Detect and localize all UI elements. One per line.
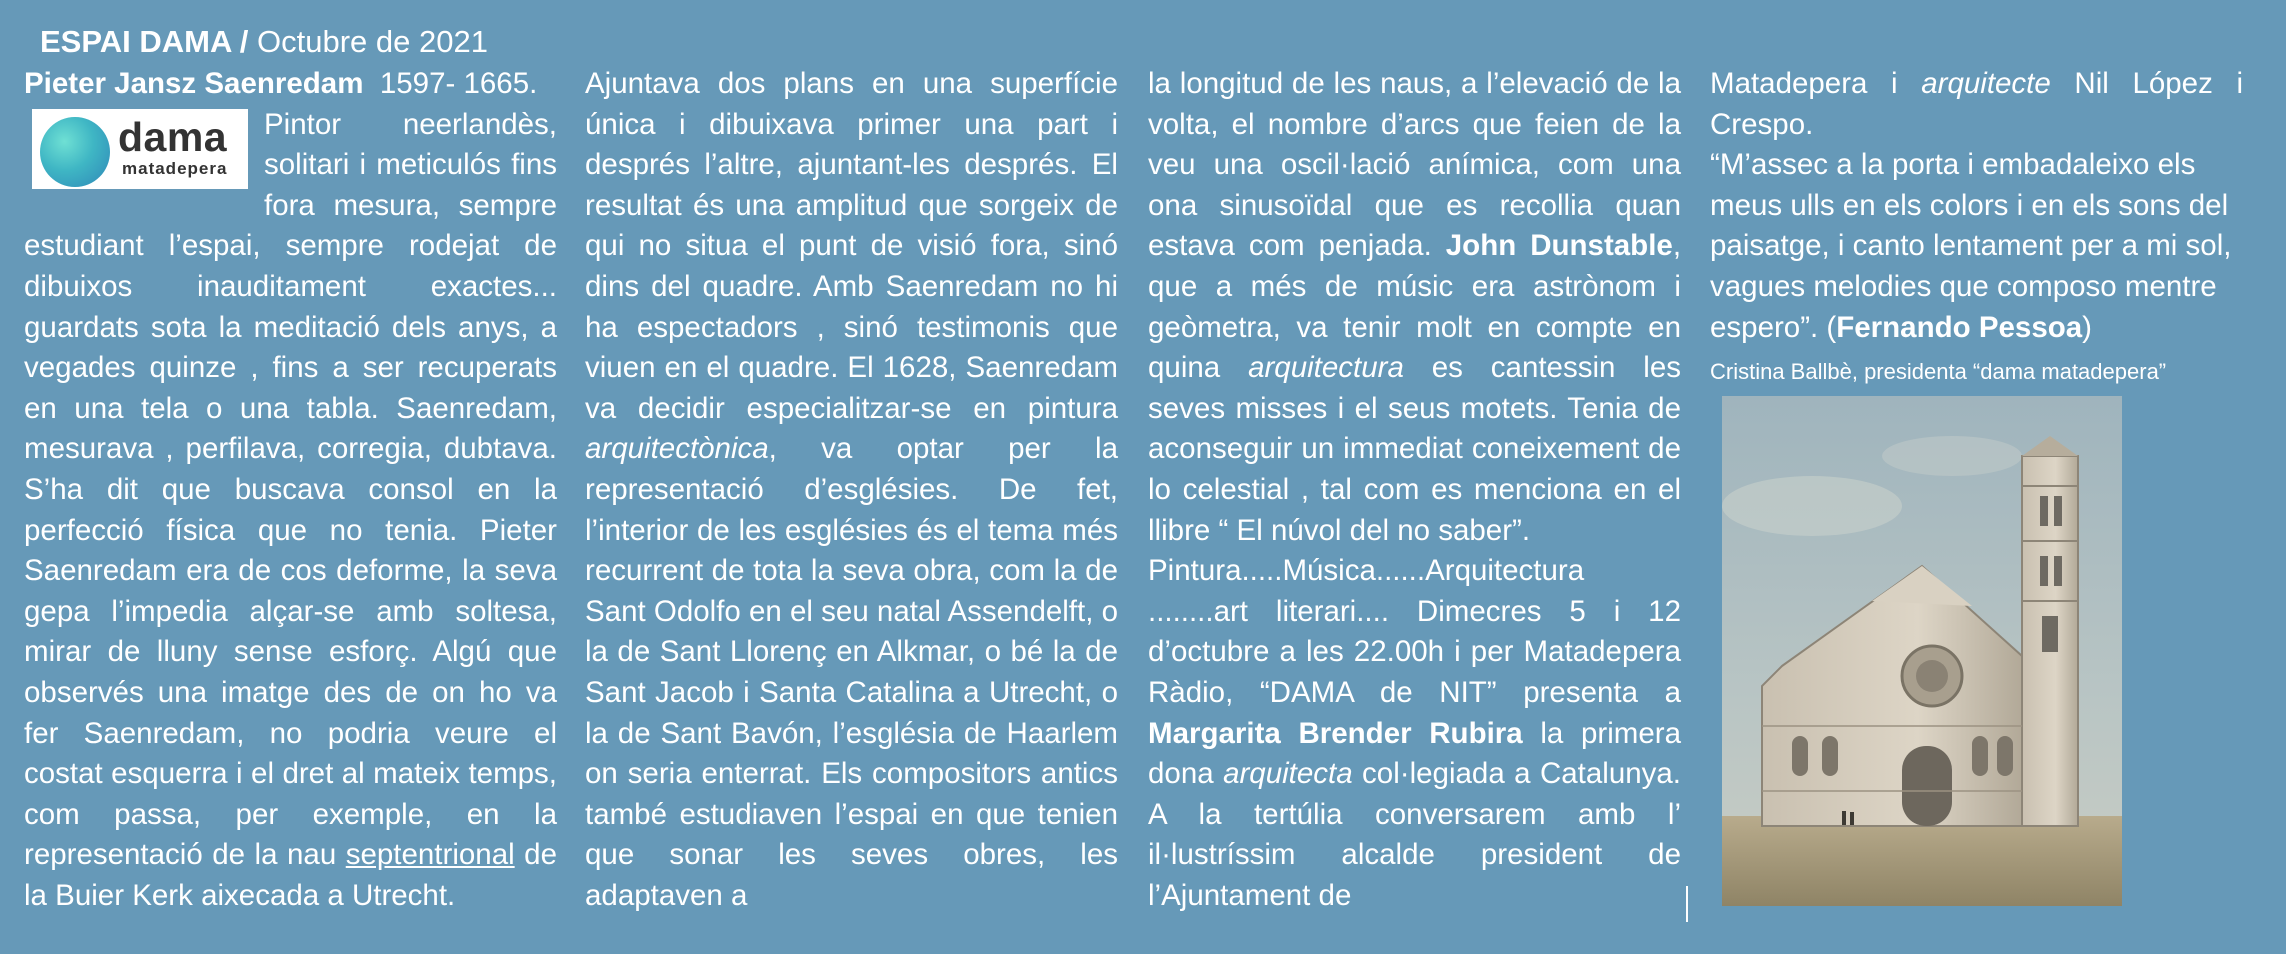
column-3 [1148,64,1681,916]
col3-text-4: ........art literari.... Dimecres 5 i 12 d’octubre a les 22.00h i per Matadepera Ràdio, “DAMA de NIT” presenta a [1148,594,1681,709]
dama-logo [32,109,248,189]
col2-text-1: Ajuntava dos plans en una superfície única i dibuixava primer una part i després l’altre, ajuntant-les després. El resultat és una amplitud que sorgeix de qui no situa el punt de visió fora, sinó dins del quadre. Amb Saenredam no hi ha espectadors , sinó testimonis que viuen en el quadre. El 1628, Saenredam va decidir especialitzar-se en pintura [585,67,1118,425]
quote-close: ) [2082,310,2092,344]
col1-body: Pintor neerlandès, solitari i meticulós fins fora mesura, sempre estudiant l’espai, sempre rodejat de dibuixos inauditament exactes... guardats sota la meditació dels anys, a vegades quinze , fins a ser recuperats en una tela o una tabla. Saenredam, mesurava , perfilava, corregia, dubtava. S’ha dit que buscava consol en la perfecció física que no tenia. Pieter Saenredam era de cos deforme, la seva gepa l’impedia alçar-se amb soltesa, mirar de lluny sense esforç. Algú que observés una imatge des de on ho va fer Saenredam, no podria veure el costat esquerra i el dret al mateix temps, com passa, per exemple, en la representació de la nau [24,107,557,872]
logo-subword: matadepera [122,158,228,178]
header-date: Octubre de 2021 [257,24,488,59]
logo-word: dama [118,113,228,160]
col4-italic: arquitecte [1921,67,2051,100]
col3-text-5: la primera dona [1148,716,1682,791]
text-cursor [1686,886,1688,922]
col3-line-2: Pintura.....Música......Arquitectura [1148,554,1585,588]
column-2 [585,64,1118,916]
page-header [40,22,488,62]
col2-italic: arquitectònica [585,432,769,466]
artist-dates: 1597- 1665. [379,67,538,100]
quote-author: Fernando Pessoa [1836,310,2083,344]
col3-text-3: es cantessin les seves misses i el seus motets. Tenia de aconseguir un immediat coneixement de lo celestial , tal com es menciona en el llibre “ El núvol del no saber”. [1148,351,1682,547]
column-4 [1710,64,2243,348]
logo-circle-icon [40,117,110,187]
header-title: ESPAI DAMA / [40,24,249,59]
col3-bold-1: John Dunstable [1445,229,1673,263]
col3-text-2: , que a més de músic era astrònom i geòmetra, va tenir molt en compte en quina [1148,229,1682,385]
col1-body-end: de la Buier Kerk aixecada a Utrecht. [24,838,557,912]
col4-text-1: Matadepera i [1710,67,1898,100]
column-1 [24,64,557,916]
church-painting-svg [1722,396,2122,906]
artist-name: Pieter Jansz Saenredam [24,67,364,100]
underlined-word: septentrional [345,838,515,872]
col3-bold-2: Margarita Brender Rubira [1148,716,1523,750]
pessoa-quote: “M’assec a la porta i embadaleixo els meus ulls en els colors i en els sons del paisatge, i canto lentament per a mi sol, vagues melodies que composo mentre espero”. ( [1710,148,2232,344]
col3-text-6: col·legiada a Catalunya. A la tertúlia conversarem amb l’ il·lustríssim alcalde president de l’Ajuntament de [1148,757,1681,912]
col3-italic-1: arquitectura [1248,351,1404,385]
col3-text-1: la longitud de les naus, a l’elevació de la volta, el nombre d’arcs que feien de la veu una oscil·lació anímica, com una ona sinusoïdal que es recollia quan estava com penjada. [1148,67,1681,263]
church-painting-image [1722,396,2122,906]
col2-text-2: , va optar per la representació d’esglésies. De fet, l’interior de les esglésies és el tema més recurrent de tota la seva obra, com la de Sant Odolfo en el seu natal Assendelft, o la de Sant Llorenç en Alkmar, o bé la de Sant Jacob i Santa Catalina a Utrecht, o la de Sant Bavón, l’església de Haarlem on seria enterrat. Els compositors antics també estudiaven l’espai en que tenien que sonar les seves obres, les adaptaven a [585,432,1119,912]
col4-text-2: Nil López i Crespo. [1710,67,2243,141]
signature-caption: Cristina Ballbè, presidenta “dama matadepera” [1710,359,2167,384]
col3-italic-2: arquitecta [1223,757,1353,791]
